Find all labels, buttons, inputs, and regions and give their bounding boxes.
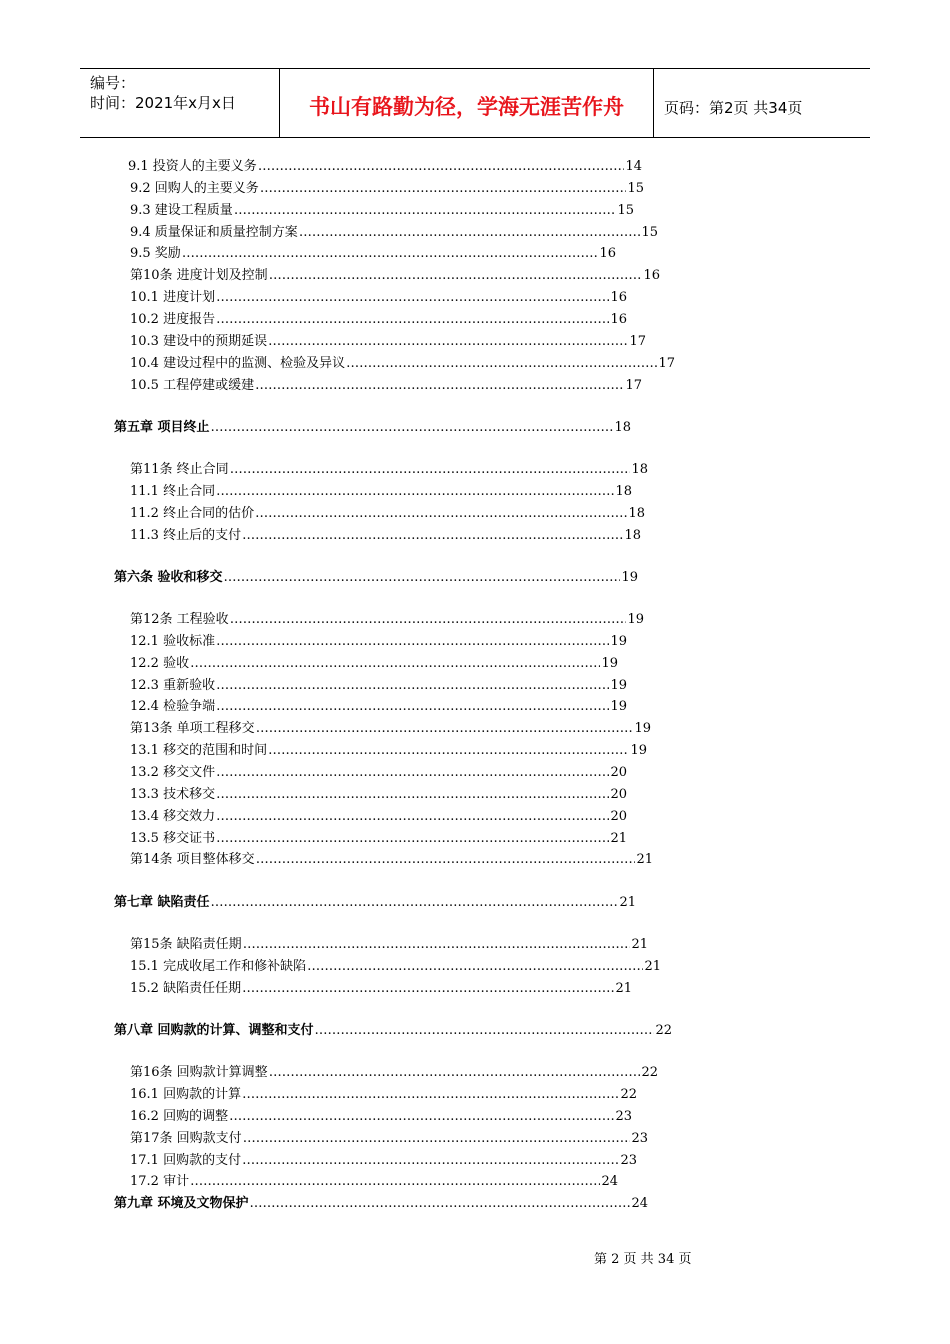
toc-entry-label: 13.2 移交文件: [130, 765, 216, 780]
toc-entry[interactable]: [130, 180, 644, 198]
toc-entry-label: 第12条 工程验收: [130, 612, 229, 627]
toc-entry-page: 23: [615, 1109, 632, 1124]
toc-entry-label: 第15条 缺陷责任期: [130, 937, 242, 952]
toc-entry-page: 15: [641, 225, 658, 240]
document-number-label: 编号：: [90, 74, 136, 92]
toc-entry-label: 13.1 移交的范围和时间: [130, 743, 268, 758]
toc-leader-dots: [216, 633, 609, 651]
toc-entry[interactable]: [130, 202, 634, 220]
toc-entry-label: 10.3 建设中的预期延误: [130, 334, 268, 349]
toc-entry-page: 24: [631, 1196, 648, 1211]
toc-entry[interactable]: [130, 764, 627, 782]
toc-entry[interactable]: [130, 1086, 637, 1104]
toc-leader-dots: [307, 958, 643, 976]
toc-chapter[interactable]: [114, 894, 636, 912]
toc-entry[interactable]: [130, 786, 627, 804]
toc-entry[interactable]: [130, 677, 627, 695]
toc-entry-page: 16: [610, 312, 627, 327]
toc-leader-dots: [182, 245, 599, 263]
toc-leader-dots: [242, 1152, 619, 1170]
toc-entry[interactable]: [130, 527, 641, 545]
toc-entry[interactable]: [130, 980, 632, 998]
toc-entry[interactable]: [130, 830, 627, 848]
toc-entry[interactable]: [130, 505, 645, 523]
toc-entry-page: 21: [644, 959, 661, 974]
toc-entry-label: 13.3 技术移交: [130, 787, 216, 802]
toc-entry[interactable]: [130, 267, 660, 285]
toc-entry[interactable]: [130, 245, 616, 263]
toc-entry[interactable]: [130, 1152, 637, 1170]
toc-entry-label: 17.2 审计: [130, 1174, 190, 1189]
toc-leader-dots: [243, 1130, 631, 1148]
toc-chapter[interactable]: [114, 569, 638, 587]
toc-entry-page: 17: [629, 334, 646, 349]
document-time-label: 时间：2021年x月x日: [90, 94, 236, 112]
toc-entry-page: 18: [615, 484, 632, 499]
toc-entry-page: 15: [627, 181, 644, 196]
toc-entry-page: 23: [620, 1153, 637, 1168]
toc-leader-dots: [268, 742, 629, 760]
toc-entry-label: 第13条 单项工程移交: [130, 721, 255, 736]
toc-leader-dots: [216, 289, 609, 307]
toc-entry[interactable]: [130, 1064, 658, 1082]
toc-entry-page: 21: [636, 852, 653, 867]
toc-chapter-label: 第八章 回购款的计算、调整和支付: [114, 1023, 314, 1038]
toc-entry[interactable]: [130, 655, 618, 673]
toc-entry[interactable]: [130, 333, 646, 351]
toc-entry[interactable]: [128, 158, 642, 176]
toc-leader-dots: [269, 267, 643, 285]
toc-chapter-label: 第五章 项目终止: [114, 420, 210, 435]
toc-entry-page: 20: [610, 787, 627, 802]
toc-leader-dots: [242, 527, 623, 545]
toc-entry-page: 22: [620, 1087, 637, 1102]
toc-entry-page: 19: [634, 721, 651, 736]
toc-entry-page: 19: [610, 678, 627, 693]
toc-leader-dots: [230, 611, 627, 629]
toc-entry-label: 第11条 终止合同: [130, 462, 229, 477]
toc-entry[interactable]: [130, 936, 648, 954]
toc-leader-dots: [243, 936, 631, 954]
toc-entry-page: 14: [625, 159, 642, 174]
toc-entry-label: 10.2 进度报告: [130, 312, 216, 327]
toc-entry-label: 第14条 项目整体移交: [130, 852, 255, 867]
toc-entry[interactable]: [130, 611, 644, 629]
toc-leader-dots: [216, 786, 609, 804]
toc-entry-page: 19: [627, 612, 644, 627]
toc-entry[interactable]: [130, 808, 627, 826]
toc-entry[interactable]: [130, 742, 647, 760]
toc-entry-label: 11.1 终止合同: [130, 484, 216, 499]
toc-entry-page: 20: [610, 765, 627, 780]
toc-leader-dots: [216, 677, 609, 695]
toc-entry-label: 10.4 建设过程中的监测、检验及异议: [130, 356, 346, 371]
toc-entry-page: 19: [610, 699, 627, 714]
toc-leader-dots: [256, 720, 634, 738]
toc-chapter-label: 第六条 验收和移交: [114, 570, 223, 585]
toc-entry-page: 21: [619, 895, 636, 910]
toc-entry-page: 16: [643, 268, 660, 283]
toc-entry-page: 24: [601, 1174, 618, 1189]
toc-entry-label: 第17条 回购款支付: [130, 1131, 242, 1146]
toc-entry-label: 13.5 移交证书: [130, 831, 216, 846]
toc-leader-dots: [216, 698, 609, 716]
toc-entry-page: 16: [610, 290, 627, 305]
toc-entry-page: 21: [610, 831, 627, 846]
toc-entry[interactable]: [130, 720, 651, 738]
toc-entry-label: 12.3 重新验收: [130, 678, 216, 693]
toc-leader-dots: [255, 505, 627, 523]
toc-entry[interactable]: [130, 1173, 618, 1191]
toc-entry-label: 9.1 投资人的主要义务: [128, 159, 257, 174]
toc-chapter[interactable]: [114, 1022, 672, 1040]
toc-leader-dots: [242, 980, 614, 998]
toc-leader-dots: [260, 180, 627, 198]
toc-entry-label: 17.1 回购款的支付: [130, 1153, 242, 1168]
toc-entry-page: 15: [617, 203, 634, 218]
toc-entry[interactable]: [130, 1130, 648, 1148]
toc-entry-label: 9.3 建设工程质量: [130, 203, 233, 218]
toc-entry-page: 19: [610, 634, 627, 649]
toc-entry-page: 23: [631, 1131, 648, 1146]
toc-leader-dots: [256, 851, 636, 869]
toc-leader-dots: [268, 333, 628, 351]
toc-entry-label: 12.4 检验争端: [130, 699, 216, 714]
toc-leader-dots: [346, 355, 657, 373]
toc-leader-dots: [258, 158, 625, 176]
toc-leader-dots: [216, 808, 609, 826]
toc-entry-label: 13.4 移交效力: [130, 809, 216, 824]
toc-entry-page: 19: [621, 570, 638, 585]
toc-entry-label: 9.2 回购人的主要义务: [130, 181, 259, 196]
toc-entry-label: 9.5 奖励: [130, 246, 181, 261]
toc-chapter-label: 第七章 缺陷责任: [114, 895, 210, 910]
toc-leader-dots: [234, 202, 617, 220]
toc-entry-label: 10.1 进度计划: [130, 290, 216, 305]
toc-chapter-label: 第九章 环境及文物保护: [114, 1196, 249, 1211]
toc-entry-label: 15.1 完成收尾工作和修补缺陷: [130, 959, 307, 974]
toc-entry-label: 11.2 终止合同的估价: [130, 506, 255, 521]
toc-entry-label: 16.2 回购的调整: [130, 1109, 229, 1124]
toc-entry[interactable]: [130, 224, 658, 242]
toc-entry-label: 12.2 验收: [130, 656, 190, 671]
page-footer: 第 2 页 共 34 页: [594, 1252, 692, 1267]
toc-leader-dots: [211, 894, 619, 912]
toc-entry-page: 18: [631, 462, 648, 477]
toc-leader-dots: [190, 1173, 600, 1191]
toc-entry[interactable]: [130, 483, 632, 501]
toc-entry-label: 11.3 终止后的支付: [130, 528, 242, 543]
toc-leader-dots: [229, 1108, 614, 1126]
toc-entry-label: 9.4 质量保证和质量控制方案: [130, 225, 298, 240]
toc-entry-page: 17: [625, 378, 642, 393]
toc-entry-page: 18: [628, 506, 645, 521]
toc-leader-dots: [269, 1064, 641, 1082]
toc-entry-label: 15.2 缺陷责任任期: [130, 981, 242, 996]
toc-entry-label: 16.1 回购款的计算: [130, 1087, 242, 1102]
toc-entry-page: 19: [601, 656, 618, 671]
toc-leader-dots: [216, 830, 609, 848]
toc-entry-page: 19: [630, 743, 647, 758]
toc-entry[interactable]: [130, 289, 627, 307]
toc-leader-dots: [190, 655, 600, 673]
toc-entry-page: 22: [655, 1023, 672, 1038]
toc-entry-page: 22: [641, 1065, 658, 1080]
toc-entry[interactable]: [130, 633, 627, 651]
toc-entry[interactable]: [130, 311, 627, 329]
header-motto: 书山有路勤为径，学海无涯苦作舟: [280, 69, 654, 137]
toc-entry-page: 21: [615, 981, 632, 996]
toc-entry-page: 18: [614, 420, 631, 435]
toc-entry-page: 21: [631, 937, 648, 952]
toc-entry[interactable]: [130, 851, 653, 869]
toc-entry-page: 18: [624, 528, 641, 543]
toc-leader-dots: [242, 1086, 619, 1104]
toc-entry-label: 第16条 回购款计算调整: [130, 1065, 268, 1080]
header-page-info: 页码：第2页 共34页: [664, 98, 803, 117]
toc-entry-label: 第10条 进度计划及控制: [130, 268, 268, 283]
toc-entry-label: 12.1 验收标准: [130, 634, 216, 649]
toc-entry[interactable]: [130, 958, 661, 976]
toc-entry[interactable]: [130, 377, 642, 395]
toc-leader-dots: [216, 483, 614, 501]
toc-leader-dots: [255, 377, 624, 395]
toc-leader-dots: [224, 569, 621, 587]
toc-entry-label: 10.5 工程停建或缓建: [130, 378, 255, 393]
toc-chapter[interactable]: [114, 419, 631, 437]
toc-entry-page: 17: [658, 356, 675, 371]
toc-entry[interactable]: [130, 355, 675, 373]
toc-entry[interactable]: [130, 461, 648, 479]
toc-leader-dots: [250, 1195, 631, 1213]
toc-leader-dots: [299, 224, 641, 242]
toc-chapter[interactable]: [114, 1195, 648, 1213]
toc-entry-page: 16: [599, 246, 616, 261]
toc-leader-dots: [211, 419, 614, 437]
toc-entry[interactable]: [130, 1108, 632, 1126]
toc-leader-dots: [216, 764, 609, 782]
toc-leader-dots: [315, 1022, 655, 1040]
toc-leader-dots: [216, 311, 609, 329]
toc-leader-dots: [230, 461, 631, 479]
toc-entry-page: 20: [610, 809, 627, 824]
toc-entry[interactable]: [130, 698, 627, 716]
